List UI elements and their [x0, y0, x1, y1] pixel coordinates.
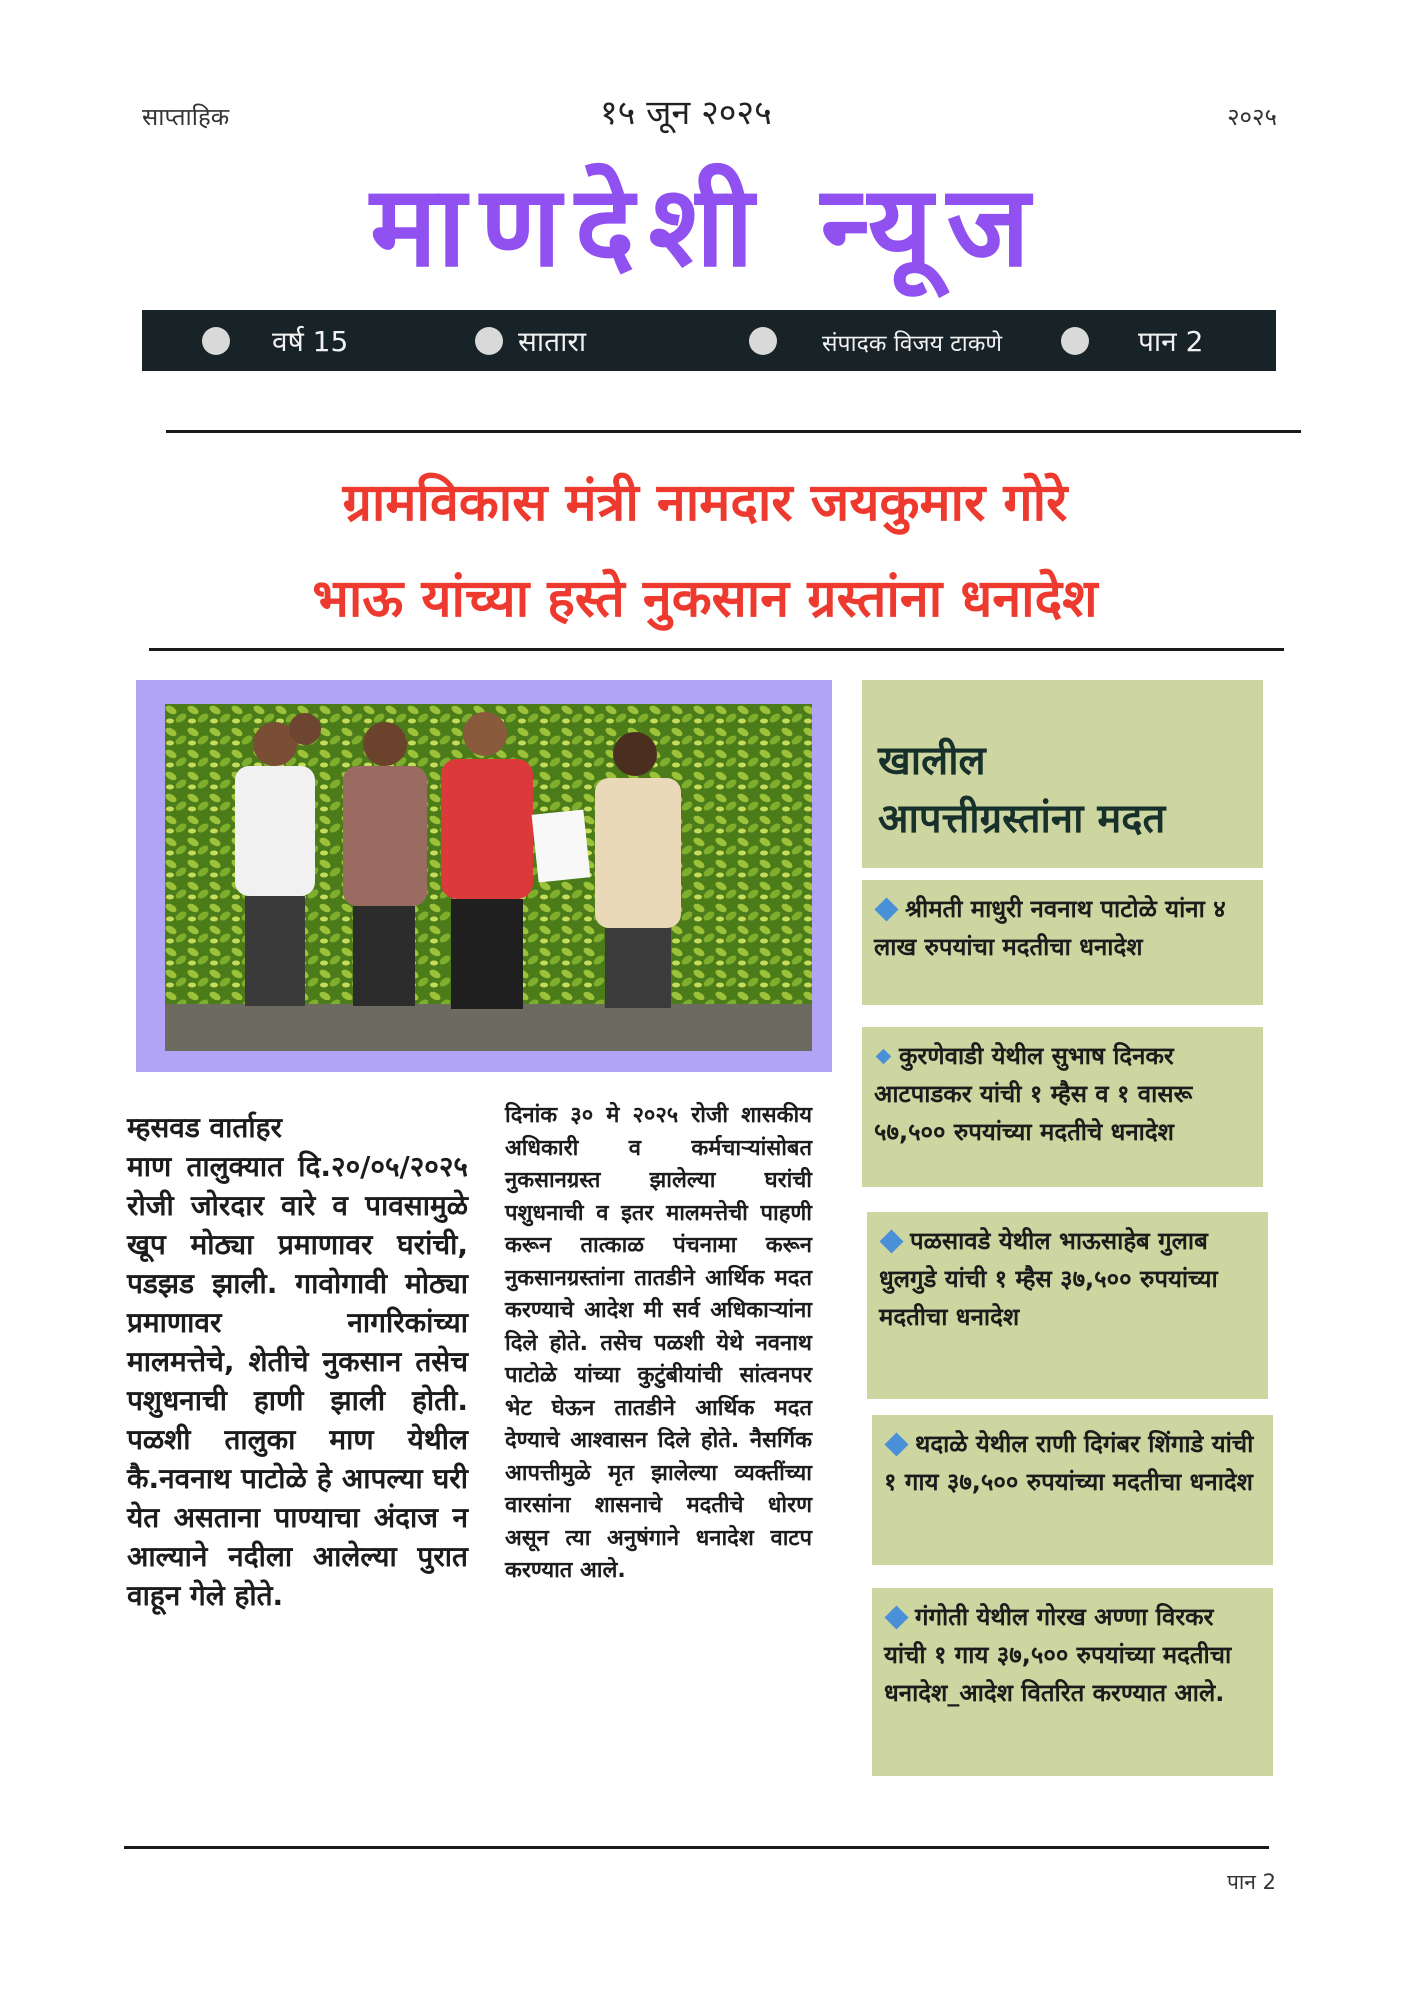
aid-item — [872, 1415, 1273, 1565]
aid-item-text: पळसावडे येथील भाऊसाहेब गुलाब धुलगुडे यांची १ म्हैस ३७,५०० रुपयांच्या मदतीचा धनादेश — [879, 1227, 1218, 1331]
footer-page-number: पान 2 — [1226, 1870, 1276, 1894]
volume-label: वर्ष 15 — [272, 325, 349, 358]
issue-date: १५ जून २०२५ — [600, 93, 772, 133]
headline-line-2: भाऊ यांच्या हस्ते नुकसान ग्रस्तांना धनादेश — [312, 569, 1098, 629]
weekly-label: साप्ताहिक — [142, 103, 230, 131]
issue-year: २०२५ — [1227, 103, 1277, 131]
sidebar-heading-line-1: खालील — [878, 738, 986, 784]
diamond-bullet-icon — [884, 1432, 908, 1456]
bullet-dot-icon — [1061, 327, 1089, 355]
news-photo — [165, 704, 812, 1051]
aid-item — [872, 1588, 1273, 1776]
bullet-dot-icon — [749, 327, 777, 355]
info-bar — [142, 310, 1276, 371]
divider — [149, 648, 1284, 651]
aid-item-text: श्रीमती माधुरी नवनाथ पाटोळे यांना ४ लाख रुपयांचा मदतीचा धनादेश — [874, 895, 1226, 961]
diamond-bullet-icon — [876, 1048, 892, 1064]
city-label: सातारा — [518, 325, 587, 358]
article-column-2: दिनांक ३० मे २०२५ रोजी शासकीय अधिकारी व कर्मचाऱ्यांसोबत नुकसानग्रस्त झालेल्या घरांची पशुधनाची व इतर मालमत्तेची पाहणी करून तात्काळ पंचनामा करून नुकसानग्रस्तांना तातडीने आर्थिक मदत करण्याचे आदेश मी सर्व अधिकाऱ्यांना दिले होते. तसेच पळशी येथे नवनाथ पाटोळे यांच्या कुटुंबीयांची सांत्वनपर भेट घेऊन तातडीने आर्थिक मदत देण्याचे आश्वासन दिले होते. नैसर्गिक आपत्तीमुळे मृत झालेल्या व्यक्तींच्या वारसांना शासनाचे मदतीचे धोरण असून त्या अनुषंगाने धनादेश वाटप करण्यात आले. — [505, 1103, 812, 1583]
sidebar-heading-line-2: आपत्तीग्रस्तांना मदत — [878, 796, 1166, 842]
diamond-bullet-icon — [879, 1229, 903, 1253]
sidebar-heading-box — [862, 680, 1263, 868]
article-column-1 — [127, 1108, 468, 1615]
bullet-dot-icon — [202, 327, 230, 355]
headline — [120, 455, 1290, 647]
aid-item — [862, 1027, 1263, 1187]
page-label: पान 2 — [1138, 325, 1204, 358]
aid-item-text: थदाळे येथील राणी दिगंबर शिंगाडे यांची १ गाय ३७,५०० रुपयांच्या मदतीचा धनादेश — [884, 1430, 1254, 1496]
editor-label: संपादक विजय टाकणे — [822, 331, 1003, 357]
diamond-bullet-icon — [884, 1605, 908, 1629]
diamond-bullet-icon — [874, 897, 898, 921]
divider — [124, 1846, 1269, 1849]
bullet-dot-icon — [475, 327, 503, 355]
divider — [166, 430, 1301, 433]
headline-line-1: ग्रामविकास मंत्री नामदार जयकुमार गोरे — [342, 473, 1068, 533]
article-text-1: माण तालुक्यात दि.२०/०५/२०२५ रोजी जोरदार वारे व पावसामुळे खूप मोठ्या प्रमाणावर घरांची, पडझड झाली. गावोगावी मोठ्या प्रमाणावर नागरिकांच्या मालमत्तेचे, शेतीचे नुकसान तसेच पशुधनाची हाणी झाली होती. पळशी तालुका माण येथील कै.नवनाथ पाटोळे हे आपल्या घरी येत असताना पाण्याचा अंदाज न आल्याने नदीला आलेल्या पुरात वाहून गेले होते. — [127, 1150, 468, 1612]
newspaper-title: माणदेशी न्यूज — [370, 162, 1044, 292]
aid-item — [867, 1212, 1268, 1399]
aid-item-text: गंगोती येथील गोरख अण्णा विरकर यांची १ गाय ३७,५०० रुपयांच्या मदतीचा धनादेश_आदेश वितरित करण्यात आले. — [884, 1603, 1232, 1707]
byline: म्हसवड वार्ताहर — [127, 1111, 282, 1144]
aid-item-text: कुरणेवाडी येथील सुभाष दिनकर आटपाडकर यांची १ म्हैस व १ वासरू ५७,५०० रुपयांच्या मदतीचे धनादेश — [874, 1042, 1193, 1146]
sidebar-heading — [878, 732, 1165, 848]
aid-item — [862, 880, 1263, 1005]
